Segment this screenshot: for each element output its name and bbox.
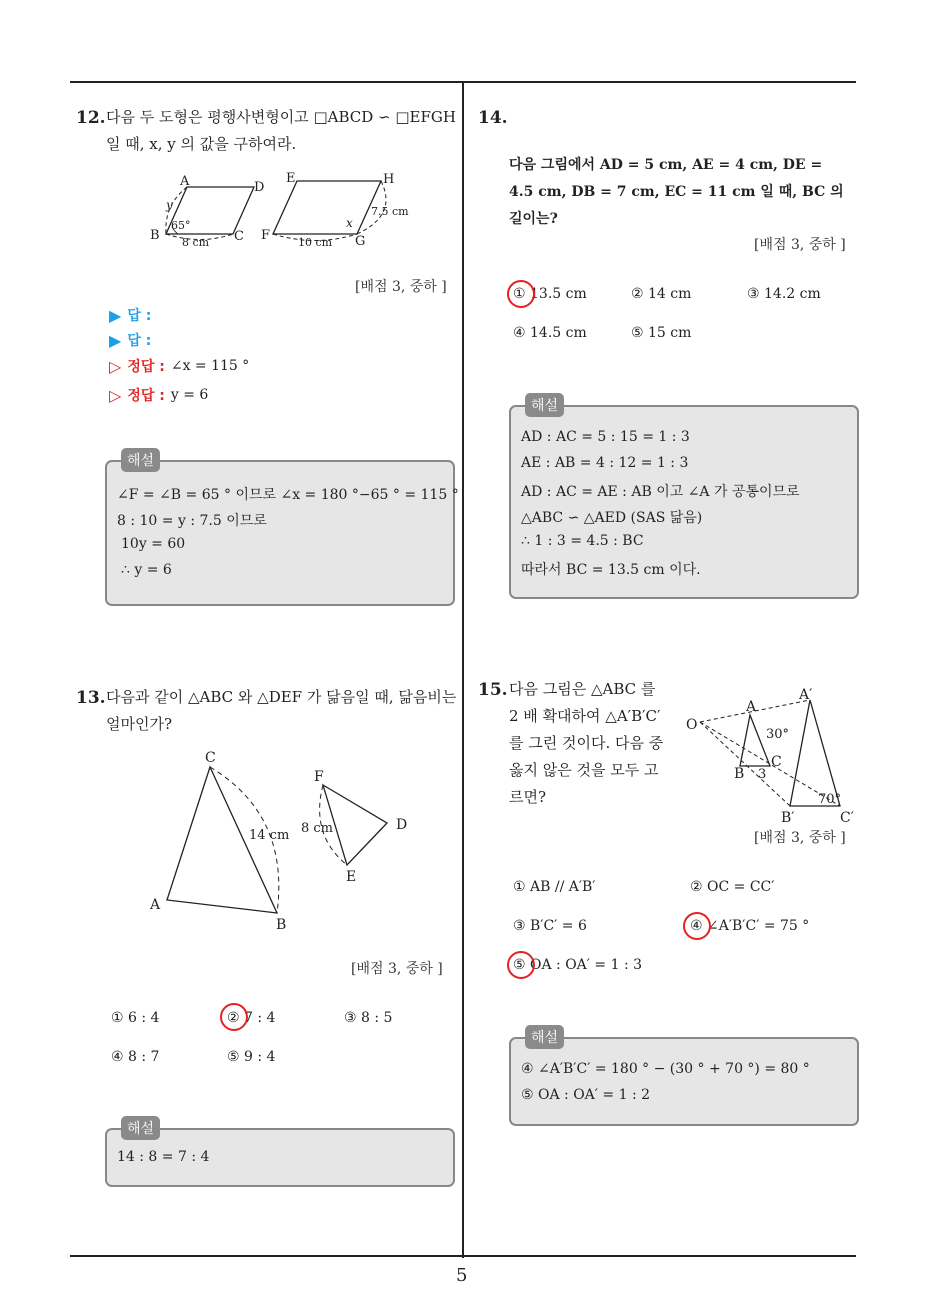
- q12-figure: [140, 165, 430, 255]
- q13-fe-label: 8 cm: [301, 821, 334, 836]
- play-icon: ▶: [109, 305, 122, 325]
- q13-choice-5[interactable]: ⑤ 9 : 4: [227, 1049, 276, 1065]
- q15-angle70: 70°: [818, 792, 842, 807]
- q14-choice-3[interactable]: ③ 14.2 cm: [747, 286, 821, 302]
- q15-choice-5[interactable]: ⑤ OA : OA′ = 1 : 3: [513, 957, 643, 973]
- q12-answer-row-2: [109, 330, 151, 350]
- selected-answer-circle: [507, 280, 535, 308]
- q14-explain-line-6: 따라서 BC = 13.5 cm 이다.: [521, 562, 701, 578]
- q12-explain-line-2: 8 : 10 = y : 7.5 이므로: [117, 513, 267, 529]
- q15-explain-line-1: ④ ∠A′B′C′ = 180 ° − (30 ° + 70 °) = 80 °: [521, 1061, 810, 1077]
- q15-label-a: A: [746, 699, 757, 715]
- q12-explain-line-3: 10y = 60: [121, 536, 186, 552]
- q14-explain-line-3: AD : AC = AE : AB 이고 ∠A 가 공통이므로: [521, 484, 800, 500]
- q14-explain-line-1: AD : AC = 5 : 15 = 1 : 3: [521, 429, 690, 445]
- q15-line-2: 2 배 확대하여 △A′B′C′: [509, 707, 661, 725]
- q12-x-label: x: [346, 216, 353, 230]
- q15-choice-1[interactable]: ① AB // A′B′: [513, 879, 596, 895]
- q13-label-a: A: [150, 897, 161, 913]
- q12-fg-label: 10 cm: [298, 236, 333, 249]
- q12-gh-label: 7.5 cm: [371, 205, 409, 218]
- q14-choice-2[interactable]: ② 14 cm: [631, 286, 692, 302]
- q12-meta: [배점 3, 중하 ]: [355, 279, 447, 295]
- q13-label-f: F: [314, 769, 324, 785]
- q12-label-e: E: [286, 171, 296, 186]
- q13-choice-2[interactable]: ② 7 : 4: [227, 1010, 276, 1026]
- q15-label-a2: A′: [799, 687, 813, 703]
- play-outline-icon: ▷: [109, 356, 122, 376]
- q12-correct-row-2: [109, 385, 208, 405]
- q14-choice-5[interactable]: ⑤ 15 cm: [631, 325, 692, 341]
- q14-explain-line-5: ∴ 1 : 3 = 4.5 : BC: [521, 533, 644, 549]
- q12-label-b: B: [150, 228, 160, 243]
- q15-explanation-tab: 해설: [525, 1025, 564, 1049]
- q15-choice-4[interactable]: ④ ∠A′B′C′ = 75 °: [690, 918, 810, 934]
- q15-three: 3: [758, 767, 767, 782]
- q12-explanation-tab: 해설: [121, 448, 160, 472]
- q13-label-b: B: [276, 917, 287, 933]
- q12-label-g: G: [355, 234, 366, 249]
- play-icon: ▶: [109, 330, 122, 350]
- q13-cb-label: 14 cm: [249, 828, 290, 843]
- selected-answer-circle: [220, 1003, 248, 1031]
- q13-choice-4[interactable]: ④ 8 : 7: [111, 1049, 160, 1065]
- q14-meta: [배점 3, 중하 ]: [754, 237, 846, 253]
- q12-label-d: D: [254, 180, 265, 195]
- q14-explain-line-4: △ABC ∽ △AED (SAS 닮음): [521, 510, 703, 526]
- q12-bc-label: 8 cm: [182, 236, 210, 249]
- q15-label-c: C: [771, 754, 782, 770]
- q13-label-d: D: [396, 817, 408, 833]
- q13-choice-3[interactable]: ③ 8 : 5: [344, 1010, 393, 1026]
- q13-text-line1: 다음과 같이 △ABC 와 △DEF 가 닮음일 때, 닮음비는: [106, 688, 457, 706]
- q13-label-c: C: [205, 750, 216, 766]
- q12-answer-row-1: [109, 305, 151, 325]
- page-number: 5: [456, 1265, 468, 1286]
- q12-correct-label-2: 정답 :: [127, 388, 165, 404]
- q12-text-line2: 일 때, x, y 의 값을 구하여라.: [106, 135, 297, 153]
- q15-label-b: B: [734, 766, 745, 782]
- q15-figure: [680, 682, 860, 827]
- q15-line-3: 를 그린 것이다. 다음 중: [509, 734, 664, 752]
- bottom-rule: [70, 1255, 856, 1257]
- q15-explain-line-2: ⑤ OA : OA′ = 1 : 2: [521, 1087, 651, 1103]
- q13-choice-1[interactable]: ① 6 : 4: [111, 1010, 160, 1026]
- q12-label-f: F: [261, 228, 271, 243]
- q12-correct-value-2: y = 6: [170, 387, 209, 403]
- q12-explain-line-1: ∠F = ∠B = 65 ° 이므로 ∠x = 180 °−65 ° = 115 °: [117, 487, 459, 503]
- q12-explanation-box: [105, 460, 455, 606]
- q12-number: 12.: [76, 108, 106, 128]
- q13-explanation-tab: 해설: [121, 1116, 160, 1140]
- q14-line3: 길이는?: [509, 211, 558, 227]
- q15-angle30: 30°: [766, 727, 790, 742]
- q15-number: 15.: [478, 680, 508, 700]
- q15-label-o: O: [686, 717, 698, 733]
- q15-choice-2[interactable]: ② OC = CC′: [690, 879, 775, 895]
- q12-label-a: A: [180, 174, 190, 189]
- center-divider: [462, 82, 464, 1258]
- selected-answer-circle: [683, 912, 711, 940]
- q12-answer-label-1: 답 :: [127, 308, 152, 324]
- q14-line2: 4.5 cm, DB = 7 cm, EC = 11 cm 일 때, BC 의: [509, 184, 844, 200]
- q14-choice-1[interactable]: ① 13.5 cm: [513, 286, 587, 302]
- q15-meta: [배점 3, 중하 ]: [754, 830, 846, 846]
- q12-angle-label: 65°: [171, 219, 191, 232]
- q12-explain-line-4: ∴ y = 6: [121, 562, 172, 578]
- q12-correct-row-1: [109, 356, 249, 376]
- q15-choice-3[interactable]: ③ B′C′ = 6: [513, 918, 587, 934]
- q14-explanation-tab: 해설: [525, 393, 564, 417]
- q14-line1: 다음 그림에서 AD = 5 cm, AE = 4 cm, DE =: [509, 157, 823, 173]
- q13-explain-line-1: 14 : 8 = 7 : 4: [117, 1149, 210, 1165]
- q13-label-e: E: [346, 869, 357, 885]
- q15-line-4: 옳지 않은 것을 모두 고: [509, 761, 659, 779]
- q13-text-line2: 얼마인가?: [106, 715, 173, 733]
- q12-correct-label-1: 정답 :: [127, 359, 165, 375]
- q15-explanation-box: [509, 1037, 859, 1126]
- q13-number: 13.: [76, 688, 106, 708]
- q12-text-line1: 다음 두 도형은 평행사변형이고 □ABCD ∽ □EFGH: [106, 108, 456, 126]
- q12-y-label: y: [166, 198, 173, 212]
- q13-figure: [140, 745, 430, 940]
- q14-choice-4[interactable]: ④ 14.5 cm: [513, 325, 587, 341]
- play-outline-icon: ▷: [109, 385, 122, 405]
- q15-label-c2: C′: [840, 810, 854, 826]
- q15-line-1: 다음 그림은 △ABC 를: [509, 680, 656, 698]
- q12-label-c: C: [234, 229, 244, 244]
- q12-label-h: H: [383, 172, 395, 187]
- q12-answer-label-2: 답 :: [127, 333, 152, 349]
- q13-meta: [배점 3, 중하 ]: [351, 961, 443, 977]
- q15-line-5: 르면?: [509, 788, 547, 806]
- q15-label-b2: B′: [781, 810, 795, 826]
- selected-answer-circle: [507, 951, 535, 979]
- q14-explain-line-2: AE : AB = 4 : 12 = 1 : 3: [521, 455, 689, 471]
- q14-number: 14.: [478, 108, 508, 128]
- q12-correct-value-1: ∠x = 115 °: [170, 358, 250, 374]
